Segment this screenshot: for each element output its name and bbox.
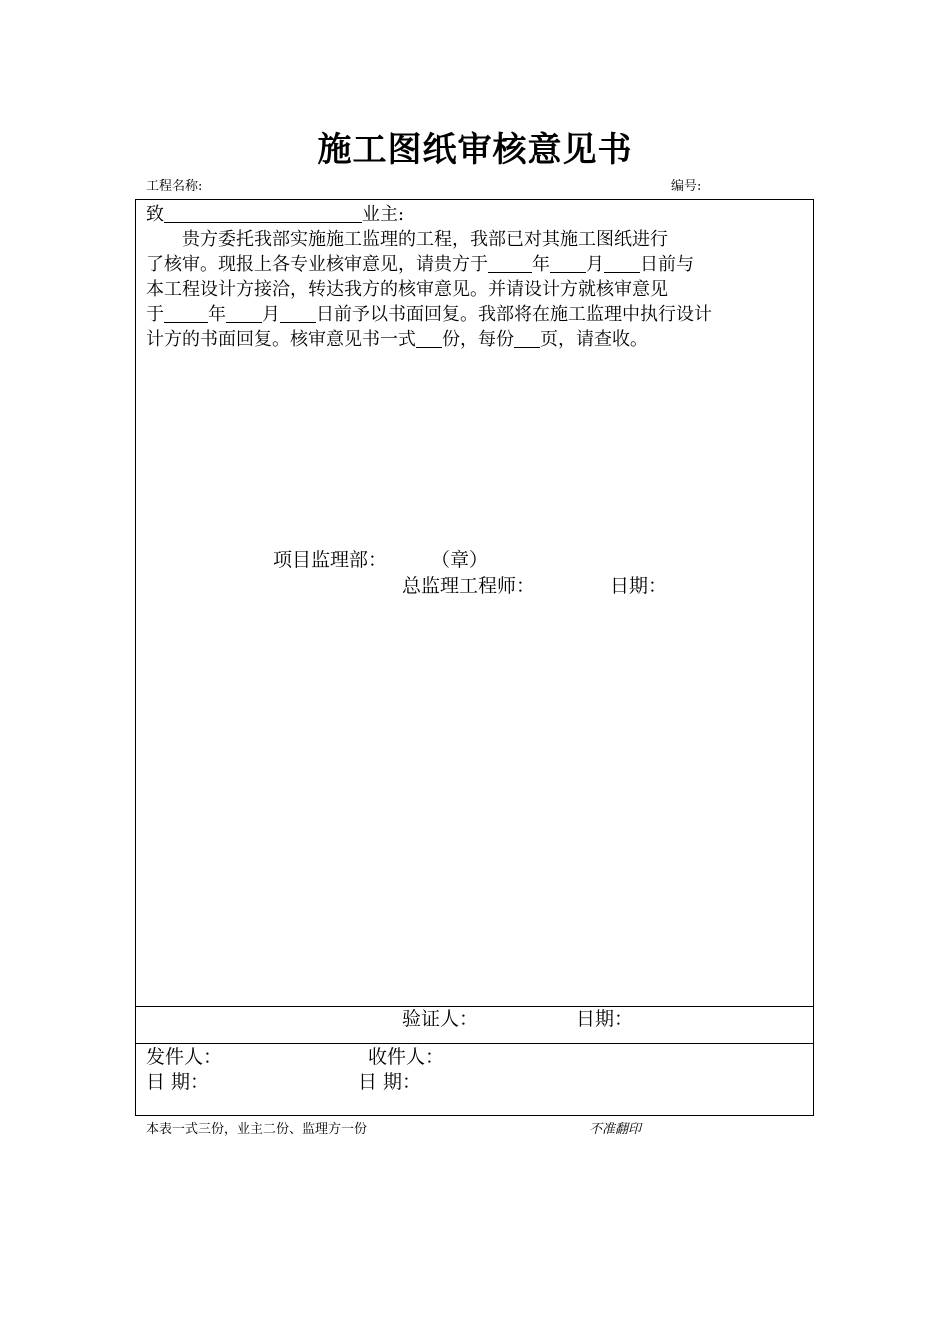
body-line-1 <box>146 227 808 252</box>
body-line-5 <box>146 327 808 352</box>
reply-day-blank[interactable] <box>604 254 640 273</box>
receiver-label: 收件人： <box>368 1046 445 1068</box>
body-text-2: 了核审。现报上各专业核审意见，请贵方于 <box>146 254 488 275</box>
body-text-5: 计方的书面回复。核审意见书一式 <box>146 329 416 350</box>
owner-label: 业主: <box>362 204 405 225</box>
design-reply-year-blank[interactable] <box>164 304 208 323</box>
body-line-3 <box>146 277 808 302</box>
month-label: 月 <box>586 254 604 275</box>
year-label: 年 <box>208 304 226 325</box>
reply-year-blank[interactable] <box>488 254 532 273</box>
letter-body <box>146 202 808 352</box>
body-text-4b: 日前予以书面回复。我部将在施工监理中执行设计 <box>316 304 712 325</box>
pages-end: 页，请查收。 <box>540 329 648 350</box>
copies-blank[interactable] <box>416 329 442 348</box>
body-text-3: 本工程设计方接洽，转达我方的核审意见。并请设计方就核审意见 <box>146 279 668 300</box>
recipient-blank[interactable] <box>164 204 362 223</box>
page-title: 施工图纸审核意见书 <box>317 130 633 170</box>
reply-month-blank[interactable] <box>550 254 586 273</box>
send-date-label: 日 期： <box>146 1071 210 1093</box>
no-copy-notice: 不准翻印 <box>589 1122 642 1137</box>
body-line-2 <box>146 252 808 277</box>
copies-unit: 份，每份 <box>442 329 514 350</box>
serial-number-label: 编号: <box>671 179 702 194</box>
supervision-dept-label: 项目监理部： <box>273 549 388 571</box>
to-prefix: 致 <box>146 204 164 225</box>
verification-date-label: 日期： <box>576 1008 634 1030</box>
body-text-4: 于 <box>146 304 164 325</box>
body-text-1: 贵方委托我部实施施工监理的工程，我部已对其施工图纸进行 <box>182 229 668 250</box>
design-reply-day-blank[interactable] <box>280 304 316 323</box>
project-name-label: 工程名称: <box>146 179 203 194</box>
day-label: 日前与 <box>640 254 694 275</box>
chief-engineer-label: 总监理工程师： <box>402 575 536 597</box>
signature-date-label: 日期： <box>610 575 668 597</box>
divider <box>136 1043 813 1044</box>
verifier-label: 验证人： <box>402 1008 479 1030</box>
distribution-note: 本表一式三份，业主二份、监理方一份 <box>146 1122 368 1137</box>
sender-label: 发件人： <box>146 1046 223 1068</box>
seal-label: （章） <box>431 549 489 571</box>
form-table <box>135 199 814 1116</box>
month-label: 月 <box>262 304 280 325</box>
year-label: 年 <box>532 254 550 275</box>
body-line-4 <box>146 302 808 327</box>
receive-date-label: 日 期： <box>358 1071 422 1093</box>
design-reply-month-blank[interactable] <box>226 304 262 323</box>
pages-blank[interactable] <box>514 329 540 348</box>
recipient-line <box>146 202 808 227</box>
